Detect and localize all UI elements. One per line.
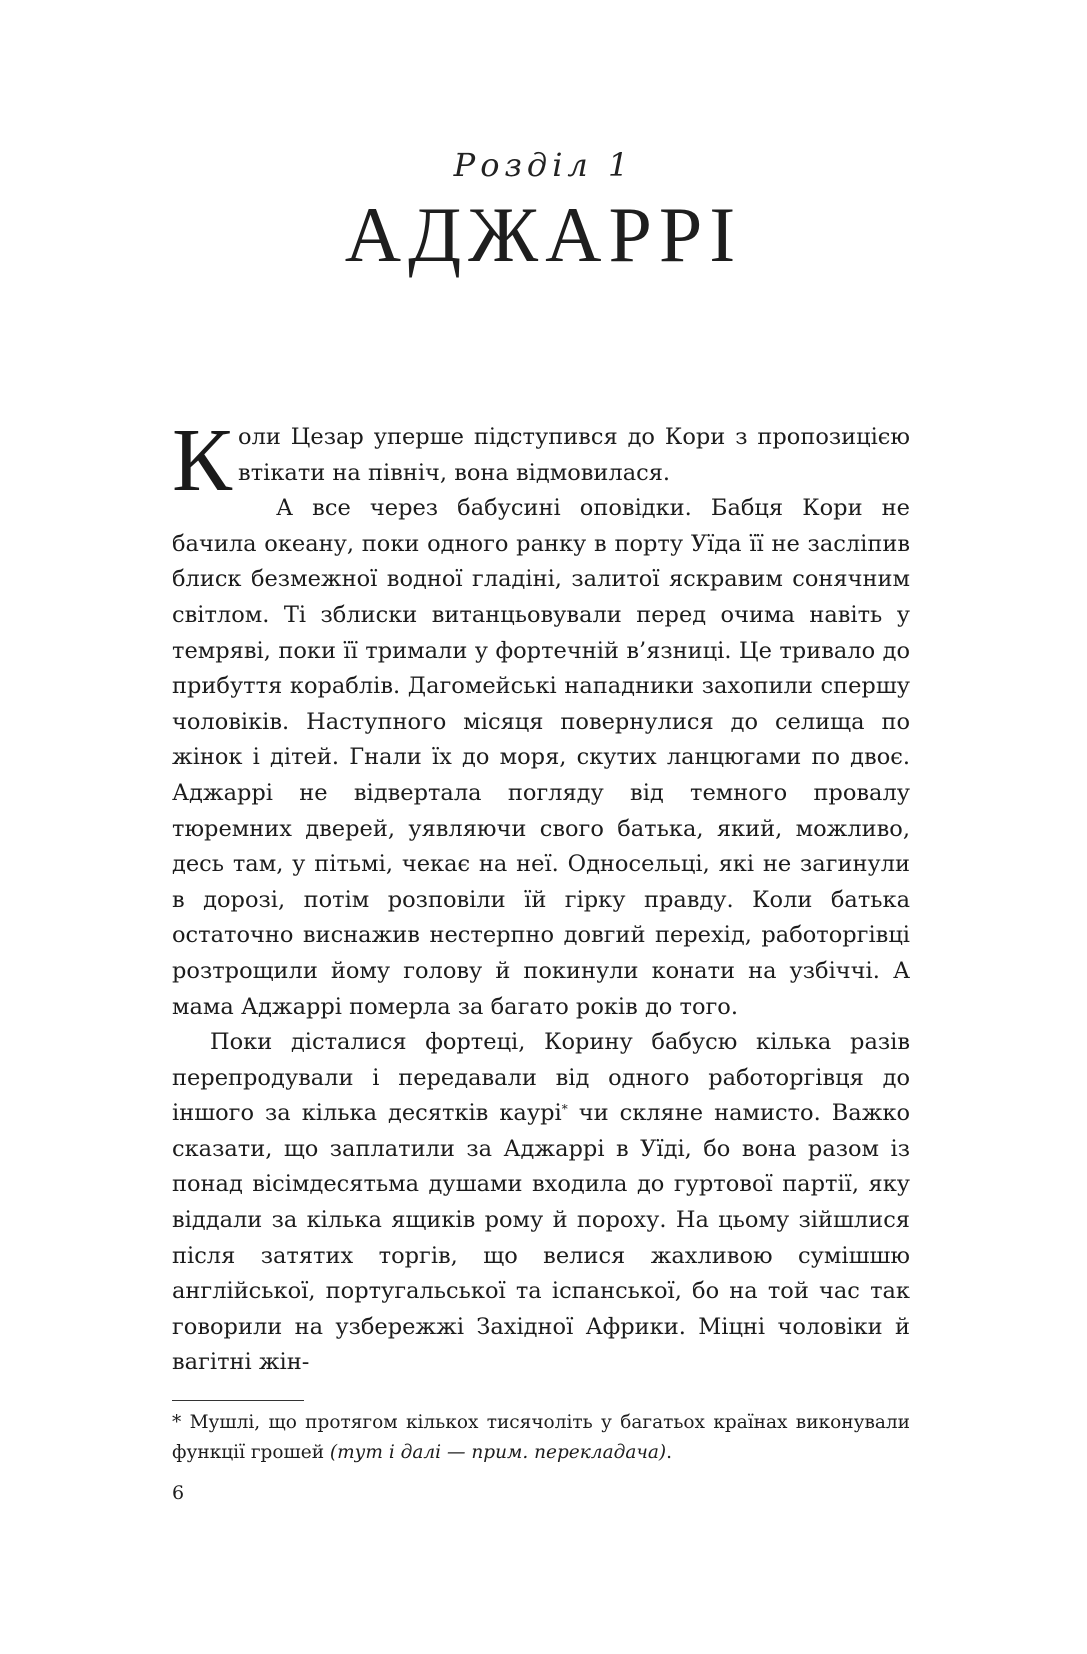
body-text: [172, 411, 911, 1381]
footnote-marker: *: [561, 1102, 568, 1117]
chapter-label: Розділ 1: [453, 146, 634, 184]
drop-cap: К: [172, 411, 233, 510]
chapter-title: АДЖАРРІ: [344, 191, 743, 278]
footnote-text: * Мушлі, що протягом кількох тисячоліть у багатьох країнах виконували функції грошей: [172, 1412, 910, 1463]
page-number: 6: [172, 1482, 185, 1504]
paragraph-1: [172, 411, 910, 510]
paragraph-1-text: оли Цезар уперше підступився до Кори з пропозицією втікати на північ, вона відмовилася.: [238, 424, 910, 486]
paragraph-3-text-b: чи скляне намисто. Важко сказати, що заплатили за Аджаррі в Уїді, бо вона разом із понад вісімдесятьма душами входила до гуртової партії, яку віддали за кілька ящиків рому й пороху. На цьому зійшлися після затятих торгів, що велися жахливою сумішшю англійської, португальської та іспанської, бо на той час так говорили на узбережжі Західної Африки. Міцні чоловіки й вагітні жін-: [172, 1100, 911, 1376]
footnote-end: .: [666, 1442, 673, 1463]
paragraph-2: А все через бабусині оповідки. Бабця Кори не бачила океану, поки одного ранку в порту Уїда її не засліпив блиск безмежної водної гладіні, залитої яскравим сонячним світлом. Ті зблиски витанцьовували перед очима навіть у темряві, поки її тримали у фортечній в’язниці. Це тривало до прибуття кораблів. Дагомейські нападники захопили спершу чоловіків. Наступного місяця повернулися до селища по жінок і дітей. Гнали їх до моря, скутих ланцюгами по двоє. Аджаррі не відвертала погляду від темного провалу тюремних дверей, уявляючи свого батька, який, можливо, десь там, у пітьмі, чекає на неї. Односельці, які не загинули в дорозі, потім розповіли їй гірку правду. Коли батька остаточно виснажив нестерпно довгий перехід, работоргівці розтрощили йому голову й покинули конати на узбіччі. А мама Аджаррі померла за багато років до того.: [172, 495, 910, 1020]
footnote-divider: [172, 1400, 304, 1401]
paragraph-3-text-a: Поки дісталися фортеці, Корину бабусю кілька разів перепродували і передавали від одного работоргівця до іншого за кілька десятків каурі: [172, 1029, 910, 1127]
footnote: [172, 1408, 910, 1468]
footnote-italic-note: (тут і далі — прим. перекладача): [329, 1442, 667, 1463]
paragraph-3: [172, 1025, 910, 1381]
